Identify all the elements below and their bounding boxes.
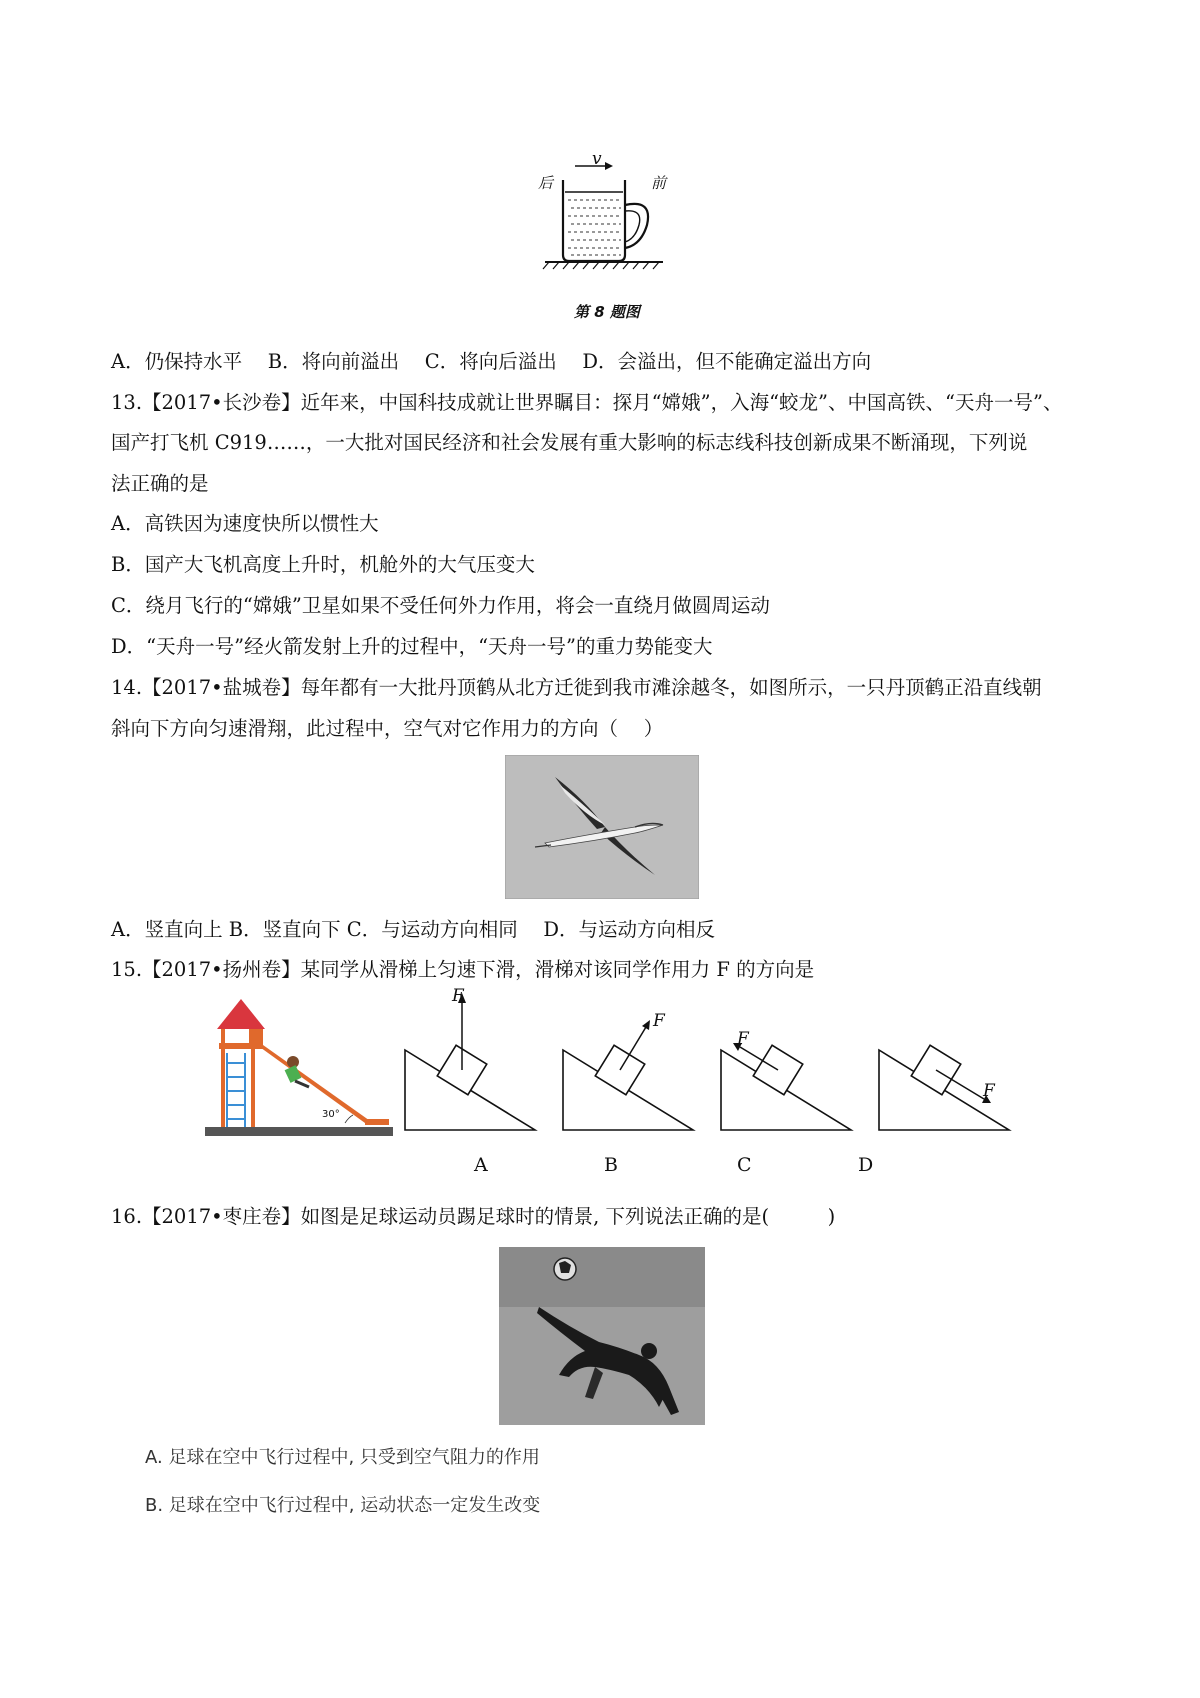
velocity-label: v <box>592 149 602 169</box>
q12-options: A．仍保持水平 B．将向前溢出 C．将向后溢出 D．会溢出，但不能确定溢出方向 <box>111 350 872 373</box>
q15-option-label-a: A <box>474 1154 488 1176</box>
q16-option-b: B. 足球在空中飞行过程中, 运动状态一定发生改变 <box>145 1495 541 1516</box>
crane-photo <box>505 755 699 899</box>
q13-stem-line-3: 法正确的是 <box>111 472 209 495</box>
q13-stem-line-2: 国产打飞机 C919……，一大批对国民经济和社会发展有重大影响的标志线科技创新成果不断涌现，下列说 <box>111 431 1028 454</box>
q14-options: A．竖直向上 B．竖直向下 C．与运动方向相同 D．与运动方向相反 <box>111 918 716 941</box>
q13-option-a: A．高铁因为速度快所以惯性大 <box>111 512 379 535</box>
force-diagram-d <box>874 985 1019 1135</box>
cup-figure-caption: 第 8 题图 <box>574 303 640 321</box>
q16-stem: 16.【2017•枣庄卷】如图是足球运动员踢足球时的情景, 下列说法正确的是( ) <box>111 1205 836 1228</box>
q15-option-label-c: C <box>737 1154 752 1176</box>
q13-option-c: C．绕月飞行的“嫦娥”卫星如果不受任何外力作用，将会一直绕月做圆周运动 <box>111 594 770 617</box>
force-label-c: F <box>737 1029 749 1049</box>
slide-illustration <box>205 995 395 1140</box>
cup-figure <box>535 145 675 325</box>
q15-stem: 15.【2017•扬州卷】某同学从滑梯上匀速下滑，滑梯对该同学作用力 F 的方向是 <box>111 958 815 981</box>
slide-angle-label: 30° <box>322 1109 340 1120</box>
q14-stem-line-2: 斜向下方向匀速滑翔，此过程中，空气对它作用力的方向（ ） <box>111 717 664 740</box>
force-diagram-c <box>716 985 861 1135</box>
q13-option-d: D．“天舟一号”经火箭发射上升的过程中，“天舟一号”的重力势能变大 <box>111 635 713 658</box>
force-diagram-a <box>400 985 545 1135</box>
force-label-b: F <box>653 1011 665 1031</box>
force-diagram-b <box>558 985 703 1135</box>
q15-option-label-d: D <box>858 1154 874 1176</box>
q14-stem-line-1: 14.【2017•盐城卷】每年都有一大批丹顶鹤从北方迁徙到我市滩涂越冬，如图所示，一只丹顶鹤正沿直线朝 <box>111 676 1042 699</box>
force-label-d: F <box>983 1081 995 1101</box>
q13-option-b: B．国产大飞机高度上升时，机舱外的大气压变大 <box>111 553 535 576</box>
force-label-a: F <box>452 986 464 1006</box>
q13-stem-line-1: 13.【2017•长沙卷】近年来，中国科技成就让世界瞩目：探月“嫦娥”，入海“蛟龙”、中国高铁、“天舟一号”、 <box>111 391 1063 414</box>
cup-front-label: 前 <box>651 174 667 192</box>
q15-option-label-b: B <box>604 1154 618 1176</box>
soccer-photo <box>499 1247 705 1425</box>
cup-back-label: 后 <box>538 174 554 192</box>
q16-option-a: A. 足球在空中飞行过程中, 只受到空气阻力的作用 <box>145 1447 540 1468</box>
